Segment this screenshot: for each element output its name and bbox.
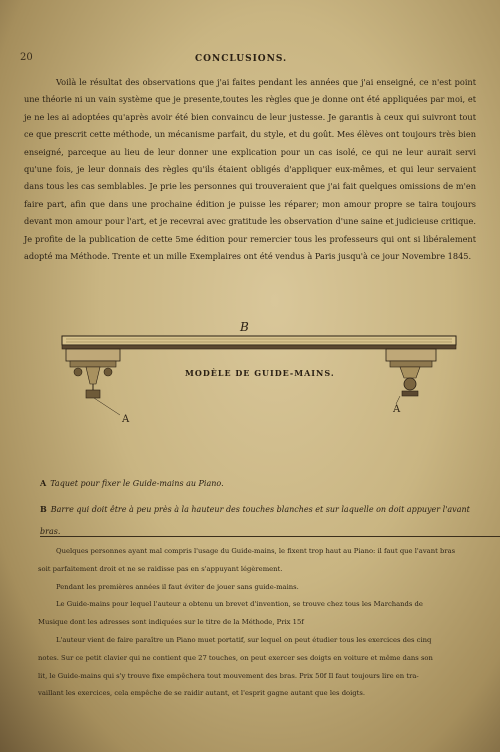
caption-b-letter: B bbox=[40, 504, 47, 514]
conclusion-text: Voilà le résultat des observations que j'ai faites pendant les années que j'ai enseigné, ce n'est point une théorie ni un vain système que je presente,toutes les règles que je donne ont été appliquées par moi, et je ne les ai adoptées qu'après avoir été bien convaincu de leur justesse. Je garantis à ceux qui suivront tout ce que prescrit cette méthode, un mécanisme parfait, du style, et du goût. Mes élèves ont toujours très bien enseigné, parceque au lieu de leur donner une explication pour un cas isolé, ce qui ne leur aurait servi qu'une fois, je leur donnais des règles qu'ils étaient obligés d'appliquer eux-mêmes, et qui leur servaient dans tous les cas semblables. Je prie les personnes qui trouveraient que j'ai fait quelques omissions de m'en faire part, afin que dans une prochaine édition je puisse les réparer; mon amour propre se taira toujours devant mon amour pour l'art, et je recevrai avec gratitude les observation d'une saine et judicieuse critique. Je profite de la publication de cette 5me édition pour remercier tous les professeurs qui ont si libéralement adopté ma Méthode. Trente et un mille Exemplaires ont été vendus à Paris jusqu'à ce jour Novembre 1845. bbox=[24, 77, 476, 262]
note-line: L'auteur vient de faire paraître un Piano muet portatif, sur lequel on peut étudier tous les exercices des cinq bbox=[56, 635, 432, 644]
footnotes bbox=[38, 543, 498, 703]
note-line: Le Guide-mains pour lequel l'auteur a obtenu un brevet d'invention, se trouve chez tous les Marchands de bbox=[56, 600, 423, 609]
left-bracket bbox=[66, 349, 120, 398]
footnote-rule bbox=[40, 536, 500, 537]
note-line: soit parfaitement droit et ne se raidisse pas en s'appuyant légèrement. bbox=[38, 564, 283, 573]
guide-bar bbox=[62, 336, 456, 349]
note-line: vaillant les exercices, cela empêche de se raidir autant, et l'esprit gagne autant que les doigts. bbox=[38, 689, 366, 698]
note-line: Musique dont les adresses sont indiquées sur le titre de la Méthode, Prix 15f bbox=[38, 618, 304, 627]
note-line: lit, le Guide-mains qui s'y trouve fixe empêchera tout mouvement des bras. Prix 50f Il faut toujours lire en tra- bbox=[38, 671, 419, 680]
caption-a bbox=[40, 478, 224, 488]
caption-a-letter: A bbox=[40, 478, 47, 488]
note-line: Quelques personnes ayant mal compris l'usage du Guide-mains, le fixent trop haut au Piano: il faut que l'avant bras bbox=[56, 547, 456, 555]
caption-b-text: Barre qui doit être à peu près à la hauteur des touches blanches et sur laquelle on doit appuyer l'avant bras. bbox=[40, 505, 470, 536]
figure-label-a-left: A bbox=[122, 414, 130, 425]
caption-a-text: Taquet pour fixer le Guide-mains au Piano. bbox=[50, 479, 224, 488]
page-number: 20 bbox=[20, 52, 33, 63]
figure-label-a-right: A bbox=[393, 404, 401, 415]
note-line: notes. Sur ce petit clavier qui ne contient que 27 touches, on peut exercer ses doigts en voiture et même dans son bbox=[38, 653, 433, 662]
figure-label-b: B bbox=[240, 320, 249, 334]
page-title: CONCLUSIONS. bbox=[195, 54, 288, 64]
note-line: Pendant les premières années il faut éviter de jouer sans guide-mains. bbox=[56, 582, 299, 591]
figure-title: MODÈLE DE GUIDE-MAINS. bbox=[185, 368, 335, 378]
right-bracket bbox=[386, 349, 436, 396]
